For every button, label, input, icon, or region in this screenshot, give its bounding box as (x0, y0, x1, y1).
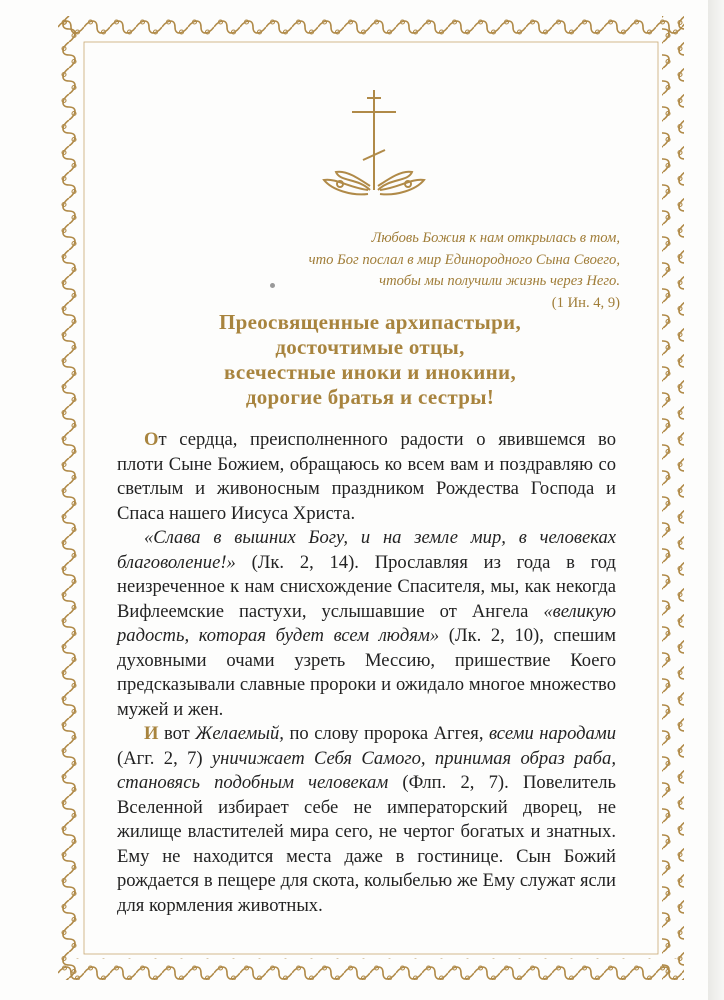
paragraph-text: вот (158, 723, 196, 744)
epigraph-line: чтобы мы получили жизнь через Него. (379, 273, 620, 289)
paragraph-text: (Агг. 2, 7) (117, 747, 212, 769)
scripture-quote: всеми народами (488, 723, 617, 744)
epigraph-reference: (1 Ин. 4, 9) (551, 294, 620, 311)
paragraph-text: т сердца, преисполненного радости о явившемся во плоти Сыне Божием, обращаюсь ко всем вам и поздравляю со светлым и живоносным праздником Рождества Господа и Спаса нашего Иисуса Христа. (117, 429, 616, 524)
paragraph-text: (Флп. 2, 7). Повелитель Вселенной избирает себе не императорский дворец, не жилище властителей мира сего, не чертог богатых и знатных. Ему не находится места даже в гостинице. Сын Божий рождается в пещере для скота, колыбелью же Ему служат ясли для кормления животных. (117, 772, 616, 916)
letter-body (117, 428, 616, 918)
orthodox-cross-icon (318, 86, 430, 204)
paragraph-text: (Лк. 2, 14). Прославляя из года в год неизреченное к нам снисхождение Спасителя, мы, как некогда Вифлеемские пастухи, услышавшие от Ангела (117, 551, 616, 622)
drop-initial: О (144, 429, 159, 450)
page-edge (708, 0, 724, 1000)
epigraph-line: Любовь Божия к нам открылась в том, (371, 230, 620, 246)
address-line: всечестные иноки и инокини, (223, 360, 517, 384)
scripture-quote: Желаемый, (195, 723, 284, 744)
scripture-quote: «великую радость, которая будет всем людям» (117, 600, 616, 646)
paragraph-text: по слову пророка Аггея, (283, 723, 489, 744)
paragraph (117, 526, 616, 722)
drop-initial: И (144, 723, 159, 744)
address-line: досточтимые отцы, (275, 335, 465, 359)
address-line: дорогие братья и сестры! (245, 385, 495, 409)
address-line: Преосвященные архипастыри, (218, 310, 522, 334)
stray-dot (270, 283, 275, 288)
paragraph (117, 722, 616, 918)
scripture-quote: «Слава в вышних Богу, и на земле мир, в человеках благоволение!» (117, 527, 616, 573)
epigraph-line: что Бог послал в мир Единородного Сына Своего, (308, 251, 620, 268)
epigraph (200, 228, 620, 314)
paragraph-text: (Лк. 2, 10), спешим духовными очами узреть Мессию, пришествие Коего предсказывали славные пророки и ожидало многое множество мужей и жен. (117, 625, 616, 720)
scripture-quote: уничижает Себя Самого, принимая образ раба, становясь подобным человекам (117, 747, 616, 793)
paragraph (117, 428, 616, 526)
address-heading (110, 310, 630, 410)
